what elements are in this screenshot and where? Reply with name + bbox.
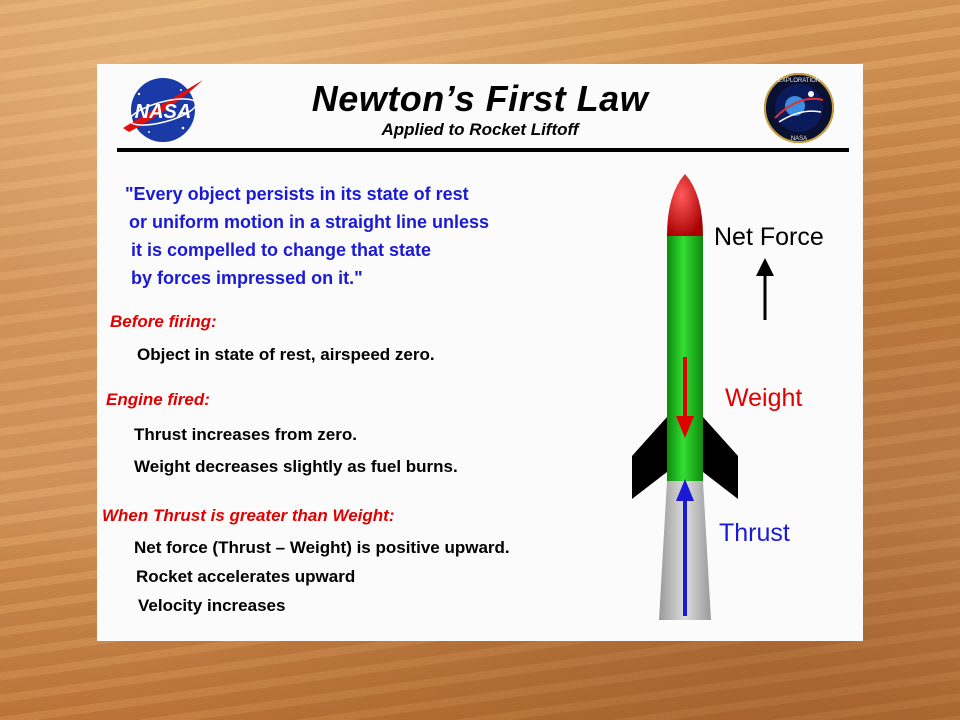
quote-line: or uniform motion in a straight line unless	[129, 212, 490, 232]
page-subtitle: Applied to Rocket Liftoff	[381, 120, 579, 139]
thrust-greater-line: Rocket accelerates upward	[136, 567, 356, 586]
thrust-label: Thrust	[719, 519, 790, 547]
net-force-label: Net Force	[714, 223, 824, 251]
engine-fired-line: Thrust increases from zero.	[134, 425, 357, 444]
quote-line: "Every object persists in its state of rest	[125, 184, 469, 204]
weight-label: Weight	[725, 384, 803, 412]
quote-line: by forces impressed on it."	[131, 268, 363, 288]
engine-fired-heading: Engine fired:	[106, 390, 210, 409]
exploration-logo-subtext: NASA	[790, 136, 808, 142]
before-firing-heading: Before firing:	[110, 312, 217, 331]
page-title: Newton’s First Law	[311, 78, 649, 119]
engine-fired-line: Weight decreases slightly as fuel burns.	[134, 457, 458, 476]
nose-cone	[667, 174, 703, 236]
quote-line: it is compelled to change that state	[131, 240, 432, 260]
rocket-diagram	[97, 64, 863, 641]
net-force-arrowhead	[756, 258, 774, 276]
right-fin	[703, 417, 738, 499]
slide-panel	[97, 64, 863, 641]
exploration-logo-text: EXPLORATION	[777, 78, 821, 84]
thrust-greater-line: Velocity increases	[138, 596, 286, 615]
before-firing-line: Object in state of rest, airspeed zero.	[137, 345, 435, 364]
thrust-greater-heading: When Thrust is greater than Weight:	[102, 506, 395, 525]
nasa-logo-text: NASA	[134, 101, 192, 123]
thrust-greater-line: Net force (Thrust – Weight) is positive upward.	[134, 538, 510, 557]
left-fin	[632, 417, 667, 499]
